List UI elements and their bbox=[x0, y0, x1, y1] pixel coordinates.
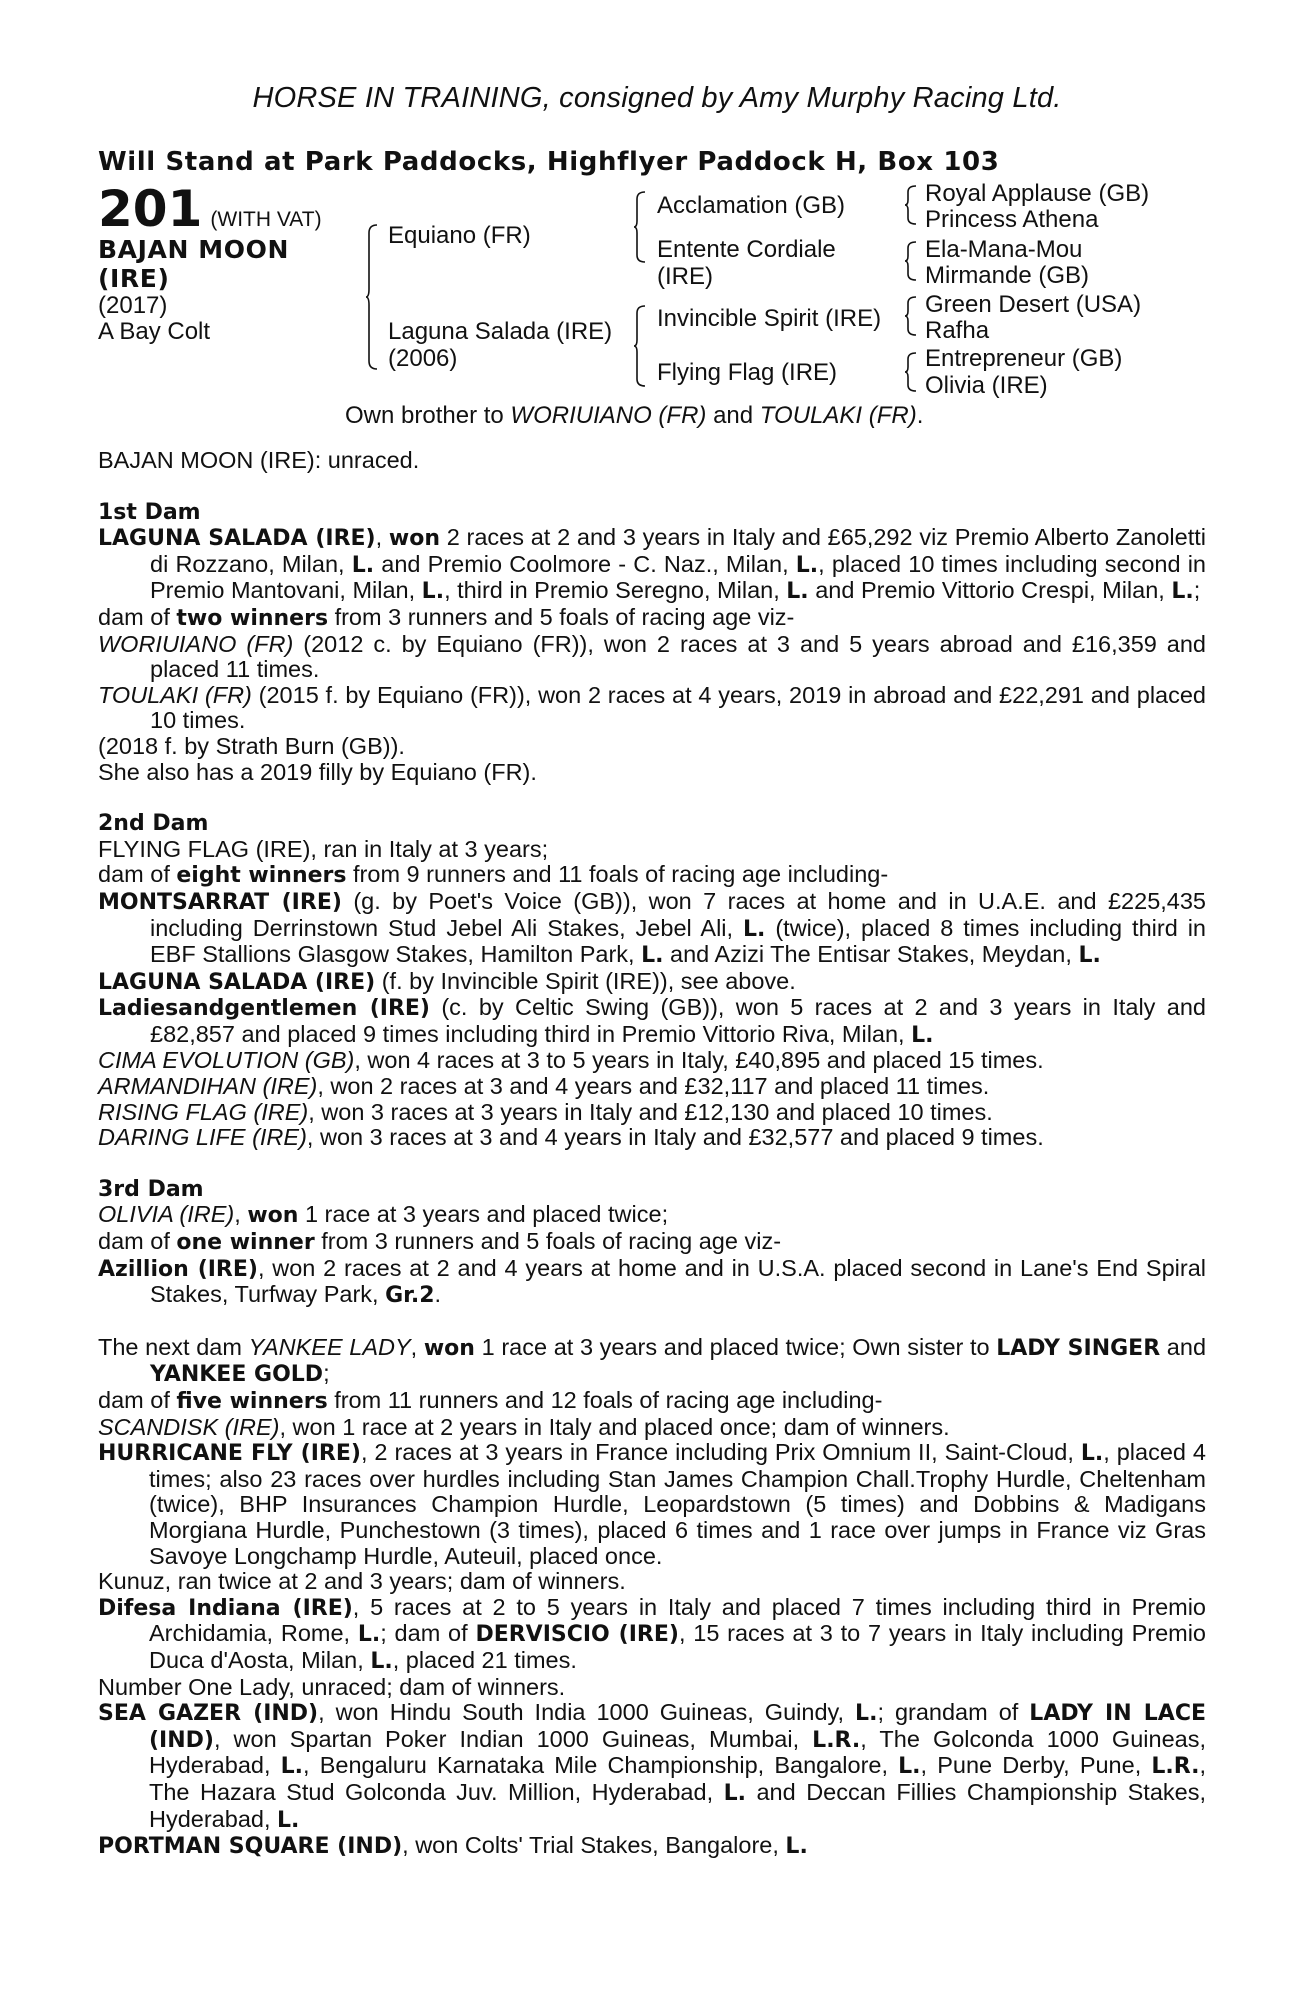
listed-mark: L. bbox=[795, 552, 819, 578]
pedigree-bracket-dam bbox=[634, 305, 646, 387]
text: ; bbox=[1193, 577, 1201, 604]
text: dam of bbox=[98, 861, 177, 888]
text: (twice), placed 8 times including third in EBF Stallions Glasgow Stakes, Hamilton Park, bbox=[150, 914, 1207, 968]
own-brother-prefix: Own brother to bbox=[345, 402, 511, 429]
text: , won 4 races at 3 to 5 years in Italy, £40,895 and placed 15 times. bbox=[354, 1047, 1044, 1074]
text: , The Golconda 1000 Guineas, Hyderabad, bbox=[149, 1725, 1206, 1779]
third-dam-record bbox=[98, 1202, 1206, 1229]
own-brother-line bbox=[345, 402, 923, 430]
text: , bbox=[234, 1201, 248, 1228]
winners-count: one winner bbox=[176, 1230, 315, 1256]
pedigree-dam-dam: Flying Flag (IRE) bbox=[657, 359, 838, 386]
own-brother-and: and bbox=[706, 402, 760, 429]
next-dam-produce-summary bbox=[98, 1388, 1206, 1415]
text: , placed 21 times. bbox=[392, 1646, 577, 1673]
own-brother-end: . bbox=[916, 402, 924, 429]
text: , won Spartan Poker Indian 1000 Guineas, Mumbai, bbox=[213, 1725, 813, 1752]
produce-difesa-indiana bbox=[98, 1595, 1206, 1675]
text: dam of bbox=[98, 1387, 177, 1413]
horse-description: A Bay Colt bbox=[98, 318, 211, 345]
pedigree-sss: Royal Applause (GB) bbox=[925, 180, 1150, 207]
text: The next dam bbox=[98, 1333, 249, 1360]
produce-name: PORTMAN SQUARE (IND) bbox=[98, 1834, 403, 1860]
text: dam of bbox=[98, 603, 177, 630]
listed-mark: L. bbox=[898, 1754, 921, 1780]
text: , 2 races at 3 years in France including Prix Omnium II, Saint-Cloud, bbox=[360, 1439, 1081, 1466]
listed-mark: L. bbox=[357, 1622, 381, 1648]
text: . bbox=[434, 1281, 442, 1308]
pedigree-bracket-gen1 bbox=[366, 224, 378, 370]
listed-mark: L. bbox=[723, 1780, 746, 1806]
produce-hurricane-fly bbox=[98, 1440, 1206, 1569]
produce-name: Ladiesandgentlemen (IRE) bbox=[98, 996, 430, 1022]
third-dam-title: 3rd Dam bbox=[98, 1176, 204, 1202]
text: from 3 runners and 5 foals of racing age viz- bbox=[328, 603, 795, 630]
text: 1 race at 3 years and placed twice; bbox=[298, 1201, 669, 1228]
produce-scandisk bbox=[98, 1415, 1206, 1441]
text: , 5 races at 2 to 5 years in Italy and placed 7 times including third in Premio Archidamia, Rome, bbox=[149, 1593, 1207, 1647]
text: , third in Premio Seregno, Milan, bbox=[444, 577, 787, 604]
listed-restricted-mark: L.R. bbox=[1151, 1754, 1200, 1780]
produce-name: HURRICANE FLY (IRE) bbox=[98, 1441, 361, 1467]
produce-name: DERVISCIO (IRE) bbox=[475, 1622, 679, 1648]
next-dam-name: YANKEE LADY bbox=[248, 1333, 411, 1360]
lot-number-block bbox=[98, 180, 322, 238]
won-label: won bbox=[423, 1335, 475, 1361]
produce-name: WORIUIANO (FR) bbox=[98, 630, 294, 657]
produce-toulaki bbox=[98, 683, 1206, 734]
text: , placed 10 times including second in Premio Mantovani, Milan, bbox=[150, 550, 1206, 604]
produce-name: MONTSARRAT (IRE) bbox=[98, 889, 342, 915]
pedigree-sire-dam-line1: Entente Cordiale bbox=[657, 236, 836, 263]
listed-mark: L. bbox=[743, 916, 766, 942]
pedigree-dsd: Rafha bbox=[925, 317, 990, 344]
pedigree-dss: Green Desert (USA) bbox=[925, 291, 1142, 318]
listed-mark: L. bbox=[641, 943, 664, 969]
text: (g. by Poet's Voice (GB)), won 7 races at home and in U.A.E. and £225,435 including Derrinstown Stud Jebel Ali Stakes, Jebel Ali, bbox=[150, 887, 1206, 941]
pedigree-sire-sire: Acclamation (GB) bbox=[657, 192, 846, 219]
pedigree-ddd: Olivia (IRE) bbox=[925, 372, 1048, 399]
produce-cima-evolution bbox=[98, 1048, 1206, 1074]
second-dam-title: 2nd Dam bbox=[98, 811, 209, 837]
produce-laguna-salada bbox=[98, 969, 1206, 996]
pedigree-dam-sire: Invincible Spirit (IRE) bbox=[657, 305, 882, 332]
text: , won Hindu South India 1000 Guineas, Guindy, bbox=[318, 1699, 856, 1726]
second-dam-record: FLYING FLAG (IRE), ran in Italy at 3 years; bbox=[98, 835, 549, 862]
winners-count: five winners bbox=[176, 1389, 328, 1414]
produce-sea-gazer bbox=[98, 1700, 1206, 1833]
text: from 3 runners and 5 foals of racing age viz- bbox=[314, 1228, 782, 1255]
catalogue-body bbox=[98, 448, 1206, 1860]
text: dam of bbox=[98, 1228, 177, 1255]
group-mark: Gr.2 bbox=[385, 1283, 435, 1309]
text: (f. by Invincible Spirit (IRE)), see above. bbox=[375, 967, 796, 994]
pedigree-sire: Equiano (FR) bbox=[388, 222, 531, 249]
pedigree-dds: Entrepreneur (GB) bbox=[925, 345, 1123, 372]
pedigree-bracket-ss bbox=[905, 185, 917, 225]
listed-mark: L. bbox=[911, 1022, 934, 1048]
horse-details bbox=[98, 293, 210, 345]
text: , won Colts' Trial Stakes, Bangalore, bbox=[402, 1832, 786, 1859]
produce-number-one-lady: Number One Lady, unraced; dam of winners. bbox=[98, 1673, 566, 1700]
pedigree-sds: Ela-Mana-Mou bbox=[925, 236, 1083, 263]
text: and Premio Coolmore - C. Naz., Milan, bbox=[374, 550, 796, 577]
stand-location: Will Stand at Park Paddocks, Highflyer Paddock H, Box 103 bbox=[98, 147, 1000, 177]
text: ; bbox=[323, 1360, 330, 1387]
race-summary: BAJAN MOON (IRE): unraced. bbox=[98, 447, 420, 473]
produce-name: DARING LIFE (IRE) bbox=[98, 1124, 307, 1151]
winners-count: eight winners bbox=[176, 863, 347, 889]
listed-mark: L. bbox=[1080, 1441, 1104, 1467]
winners-count: two winners bbox=[176, 605, 329, 631]
won-label: won bbox=[388, 526, 440, 552]
produce-name: LADY IN LACE (IND) bbox=[149, 1701, 1206, 1753]
produce-daring-life bbox=[98, 1125, 1206, 1151]
produce-name: Difesa Indiana (IRE) bbox=[98, 1595, 353, 1621]
first-dam-name: LAGUNA SALADA (IRE) bbox=[98, 526, 376, 552]
text: ; grandam of bbox=[877, 1699, 1030, 1726]
produce-portman-square bbox=[98, 1833, 1206, 1860]
horse-year: (2017) bbox=[98, 292, 168, 319]
listed-mark: L. bbox=[277, 1807, 300, 1833]
text: , The Hazara Stud Golconda Juv. Million, Hyderabad, bbox=[149, 1752, 1206, 1805]
text: , 15 races at 3 to 7 years in Italy including Premio Duca d'Aosta, Milan, bbox=[149, 1620, 1207, 1673]
produce-montsarrat bbox=[98, 889, 1206, 969]
first-dam-title: 1st Dam bbox=[98, 499, 201, 525]
produce-name: SEA GAZER (IND) bbox=[98, 1701, 319, 1727]
third-dam-produce-summary bbox=[98, 1229, 1206, 1256]
text: from 11 runners and 12 foals of racing age including- bbox=[327, 1387, 883, 1413]
third-dam-name: OLIVIA (IRE) bbox=[98, 1201, 235, 1228]
text: (c. by Celtic Swing (GB)), won 5 races at 2 and 3 years in Italy and £82,857 and placed 9 times including third in Premio Vittorio Riva, Milan, bbox=[150, 994, 1206, 1047]
text: and Premio Vittorio Crespi, Milan, bbox=[808, 577, 1172, 604]
listed-mark: L. bbox=[370, 1648, 393, 1674]
horse-name bbox=[98, 235, 289, 293]
own-brother-horse2: TOULAKI (FR) bbox=[759, 402, 917, 429]
text: (2012 c. by Equiano (FR)), won 2 races at 3 and 5 years abroad and £16,359 and placed 11 times. bbox=[150, 630, 1206, 683]
produce-name: TOULAKI (FR) bbox=[98, 681, 252, 708]
pedigree-bracket-dd bbox=[905, 352, 917, 392]
text: 1 race at 3 years and placed twice; Own sister to bbox=[474, 1333, 997, 1360]
lot-vat-note: (WITH VAT) bbox=[210, 208, 322, 231]
text: , won 3 races at 3 years in Italy and £12,130 and placed 10 times. bbox=[308, 1098, 993, 1125]
text: and Azizi The Entisar Stakes, Meydan, bbox=[663, 941, 1079, 968]
produce-woriuiano bbox=[98, 632, 1206, 683]
pedigree-bracket-ds bbox=[905, 296, 917, 336]
pedigree-sdd: Mirmande (GB) bbox=[925, 262, 1090, 289]
pedigree-sire-dam-line2: (IRE) bbox=[657, 263, 713, 290]
pedigree-dam-line2: (2006) bbox=[388, 345, 458, 372]
produce-name: CIMA EVOLUTION (GB) bbox=[98, 1047, 355, 1074]
produce-azillion bbox=[98, 1256, 1206, 1309]
second-dam-produce-summary bbox=[98, 862, 1206, 889]
listed-mark: L. bbox=[855, 1701, 878, 1727]
pedigree-bracket-sire bbox=[634, 191, 646, 263]
first-dam-produce-summary bbox=[98, 605, 1206, 632]
produce-kunuz: Kunuz, ran twice at 2 and 3 years; dam of winners. bbox=[98, 1568, 626, 1595]
produce-name: LAGUNA SALADA (IRE) bbox=[98, 969, 376, 995]
own-brother-horse1: WORIUIANO (FR) bbox=[510, 402, 707, 429]
lot-number: 201 bbox=[98, 180, 203, 238]
horse-name-line2: (IRE) bbox=[98, 264, 170, 293]
produce-name: ARMANDIHAN (IRE) bbox=[98, 1073, 318, 1100]
sister-name: YANKEE GOLD bbox=[150, 1362, 324, 1388]
produce-name: SCANDISK (IRE) bbox=[98, 1413, 280, 1440]
listed-mark: L. bbox=[786, 579, 809, 605]
next-dam-record bbox=[98, 1335, 1206, 1388]
text: , won 2 races at 3 and 4 years and £32,117 and placed 11 times. bbox=[317, 1073, 990, 1100]
text: , Pune Derby, Pune, bbox=[920, 1752, 1152, 1779]
pedigree-bracket-sd bbox=[905, 241, 917, 281]
produce-name: RISING FLAG (IRE) bbox=[98, 1098, 309, 1125]
text: 2 races at 2 and 3 years in Italy and £65,292 viz Premio Alberto Zanoletti di Rozzano, Milan, bbox=[150, 524, 1206, 577]
text: , won 1 race at 2 years in Italy and placed once; dam of winners. bbox=[279, 1413, 950, 1440]
text: from 9 runners and 11 foals of racing age including- bbox=[346, 861, 889, 888]
text: ; dam of bbox=[380, 1620, 476, 1647]
text: (2015 f. by Equiano (FR)), won 2 races at 4 years, 2019 in abroad and £22,291 and placed 10 times. bbox=[150, 681, 1206, 734]
sister-name: LADY SINGER bbox=[996, 1335, 1161, 1361]
text: , won 3 races at 3 and 4 years in Italy and £32,577 and placed 9 times. bbox=[306, 1124, 1044, 1151]
text: and bbox=[1160, 1333, 1207, 1360]
horse-name-line1: BAJAN MOON bbox=[98, 235, 289, 264]
page-heading: HORSE IN TRAINING, consigned by Amy Murphy Racing Ltd. bbox=[252, 82, 1062, 114]
produce-2018-filly: (2018 f. by Strath Burn (GB)). bbox=[98, 732, 405, 759]
listed-mark: L. bbox=[1171, 579, 1194, 605]
produce-ladiesandgentlemen bbox=[98, 995, 1206, 1048]
won-label: won bbox=[247, 1203, 299, 1229]
text: and Deccan Fillies Championship Stakes, Hyderabad, bbox=[149, 1778, 1206, 1832]
listed-mark: L. bbox=[785, 1834, 808, 1860]
listed-restricted-mark: L.R. bbox=[812, 1727, 861, 1753]
pedigree-ssd: Princess Athena bbox=[925, 206, 1099, 233]
text: , bbox=[410, 1333, 424, 1360]
listed-mark: L. bbox=[1078, 943, 1101, 969]
text: , Bengaluru Karnataka Mile Championship, Bangalore, bbox=[303, 1752, 899, 1779]
produce-armandihan bbox=[98, 1074, 1206, 1100]
produce-rising-flag bbox=[98, 1100, 1206, 1126]
listed-mark: L. bbox=[421, 579, 445, 605]
pedigree-dam-line1: Laguna Salada (IRE) bbox=[388, 318, 613, 345]
text: , won 2 races at 2 and 4 years at home and in U.S.A. placed second in Lane's End Spiral Stakes, Turfway Park, bbox=[150, 1254, 1206, 1308]
listed-mark: L. bbox=[280, 1754, 304, 1780]
produce-name: Azillion (IRE) bbox=[98, 1256, 258, 1282]
listed-mark: L. bbox=[351, 552, 375, 578]
text: , placed 4 times; also 23 races over hurdles including Stan James Champion Chall.Trophy Hurdle, Cheltenham (twice), BHP Insurances Champion Hurdle, Leopardstown (5 times) and Dobbins & Madigans Morgiana Hurdle, Punchestown (3 times), placed 6 times and 1 race over jumps in France viz Gras Savoye Longchamp Hurdle, Auteuil, placed once. bbox=[149, 1439, 1206, 1569]
first-dam-also: She also has a 2019 filly by Equiano (FR). bbox=[98, 758, 537, 785]
first-dam-record: LAGUNA SALADA (IRE), won 2 races at 2 and 3 years in Italy and £65,292 viz Premio Alberto Zanoletti di Rozzano, Milan, L. and Premio Coolmore - C. Naz., Milan, L., placed 10 times including second in Premio Mantovani, Milan, L., third in Premio Seregno, Milan, L. and Premio Vittorio Crespi, Milan, L.; bbox=[98, 524, 1206, 605]
